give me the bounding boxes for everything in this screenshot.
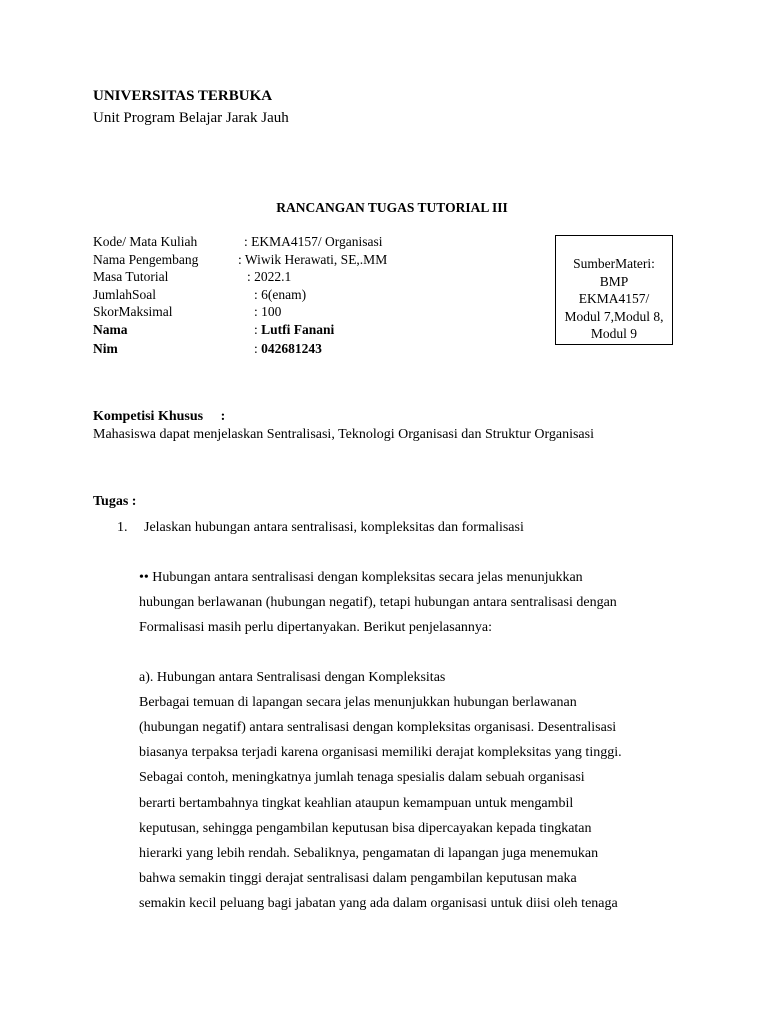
answer-line: Sebagai contoh, meningkatnya jumlah tenaga spesialis dalam sebuah organisasi	[139, 770, 585, 785]
tugas-label: Tugas :	[93, 494, 137, 509]
info-value: : 2022.1	[247, 269, 292, 284]
info-colon: :	[254, 341, 258, 356]
info-colon: :	[254, 322, 258, 337]
info-label: SkorMaksimal	[93, 304, 173, 319]
source-material-box	[555, 235, 673, 345]
source-line: Modul 7,Modul 8,	[564, 308, 664, 324]
info-label: Masa Tutorial	[93, 269, 169, 284]
task-number: 1.	[117, 520, 128, 535]
source-line: SumberMateri:	[573, 256, 655, 271]
document-title: RANCANGAN TUGAS TUTORIAL III	[276, 200, 508, 215]
info-label: Nim	[93, 341, 118, 356]
info-value: : 6(enam)	[254, 287, 307, 302]
answer-line: •• Hubungan antara sentralisasi dengan kompleksitas secara jelas menunjukkan	[139, 570, 583, 585]
unit-name: Unit Program Belajar Jarak Jauh	[93, 110, 289, 126]
answer-line: hierarki yang lebih rendah. Sebaliknya, pengamatan di lapangan juga menemukan	[139, 846, 599, 861]
source-line: Modul 9	[590, 326, 638, 341]
info-label: Nama Pengembang	[93, 252, 199, 267]
info-value: : 100	[254, 304, 282, 319]
info-label: Nama	[93, 322, 128, 337]
student-nim: 042681243	[261, 341, 322, 356]
answer-line: Formalisasi masih perlu dipertanyakan. Berikut penjelasannya:	[139, 620, 493, 635]
answer-line: bahwa semakin tinggi derajat sentralisasi dalam pengambilan keputusan maka	[139, 871, 577, 886]
info-label: Kode/ Mata Kuliah	[93, 234, 198, 249]
task-text: Jelaskan hubungan antara sentralisasi, kompleksitas dan formalisasi	[144, 520, 524, 535]
info-value: : Wiwik Herawati, SE,.MM	[238, 252, 388, 267]
answer-line: berarti bertambahnya tingkat keahlian ataupun kemampuan untuk mengambil	[139, 796, 574, 811]
kompetensi-label: Kompetisi Khusus :	[93, 409, 226, 424]
answer-line: keputusan, sehingga pengambilan keputusan bisa dipercayakan kepada tingkatan	[139, 821, 592, 836]
source-line: EKMA4157/	[578, 291, 650, 306]
kompetensi-text: Mahasiswa dapat menjelaskan Sentralisasi, Teknologi Organisasi dan Struktur Organisasi	[93, 427, 594, 442]
answer-line: biasanya terpaksa terjadi karena organisasi memiliki derajat kompleksitas yang tinggi.	[139, 745, 622, 760]
info-value: : EKMA4157/ Organisasi	[244, 234, 383, 249]
answer-line: (hubungan negatif) antara sentralisasi dengan kompleksitas organisasi. Desentralisasi	[139, 720, 617, 735]
student-name: Lutfi Fanani	[261, 322, 335, 337]
university-name: UNIVERSITAS TERBUKA	[93, 88, 273, 104]
answer-line: hubungan berlawanan (hubungan negatif), tetapi hubungan antara sentralisasi dengan	[139, 595, 617, 610]
source-line: BMP	[599, 273, 629, 289]
section-heading: a). Hubungan antara Sentralisasi dengan Kompleksitas	[139, 670, 446, 685]
info-label: JumlahSoal	[93, 287, 156, 302]
answer-line: Berbagai temuan di lapangan secara jelas menunjukkan hubungan berlawanan	[139, 695, 577, 710]
answer-line: semakin kecil peluang bagi jabatan yang ada dalam organisasi untuk diisi oleh tenaga	[139, 896, 618, 911]
